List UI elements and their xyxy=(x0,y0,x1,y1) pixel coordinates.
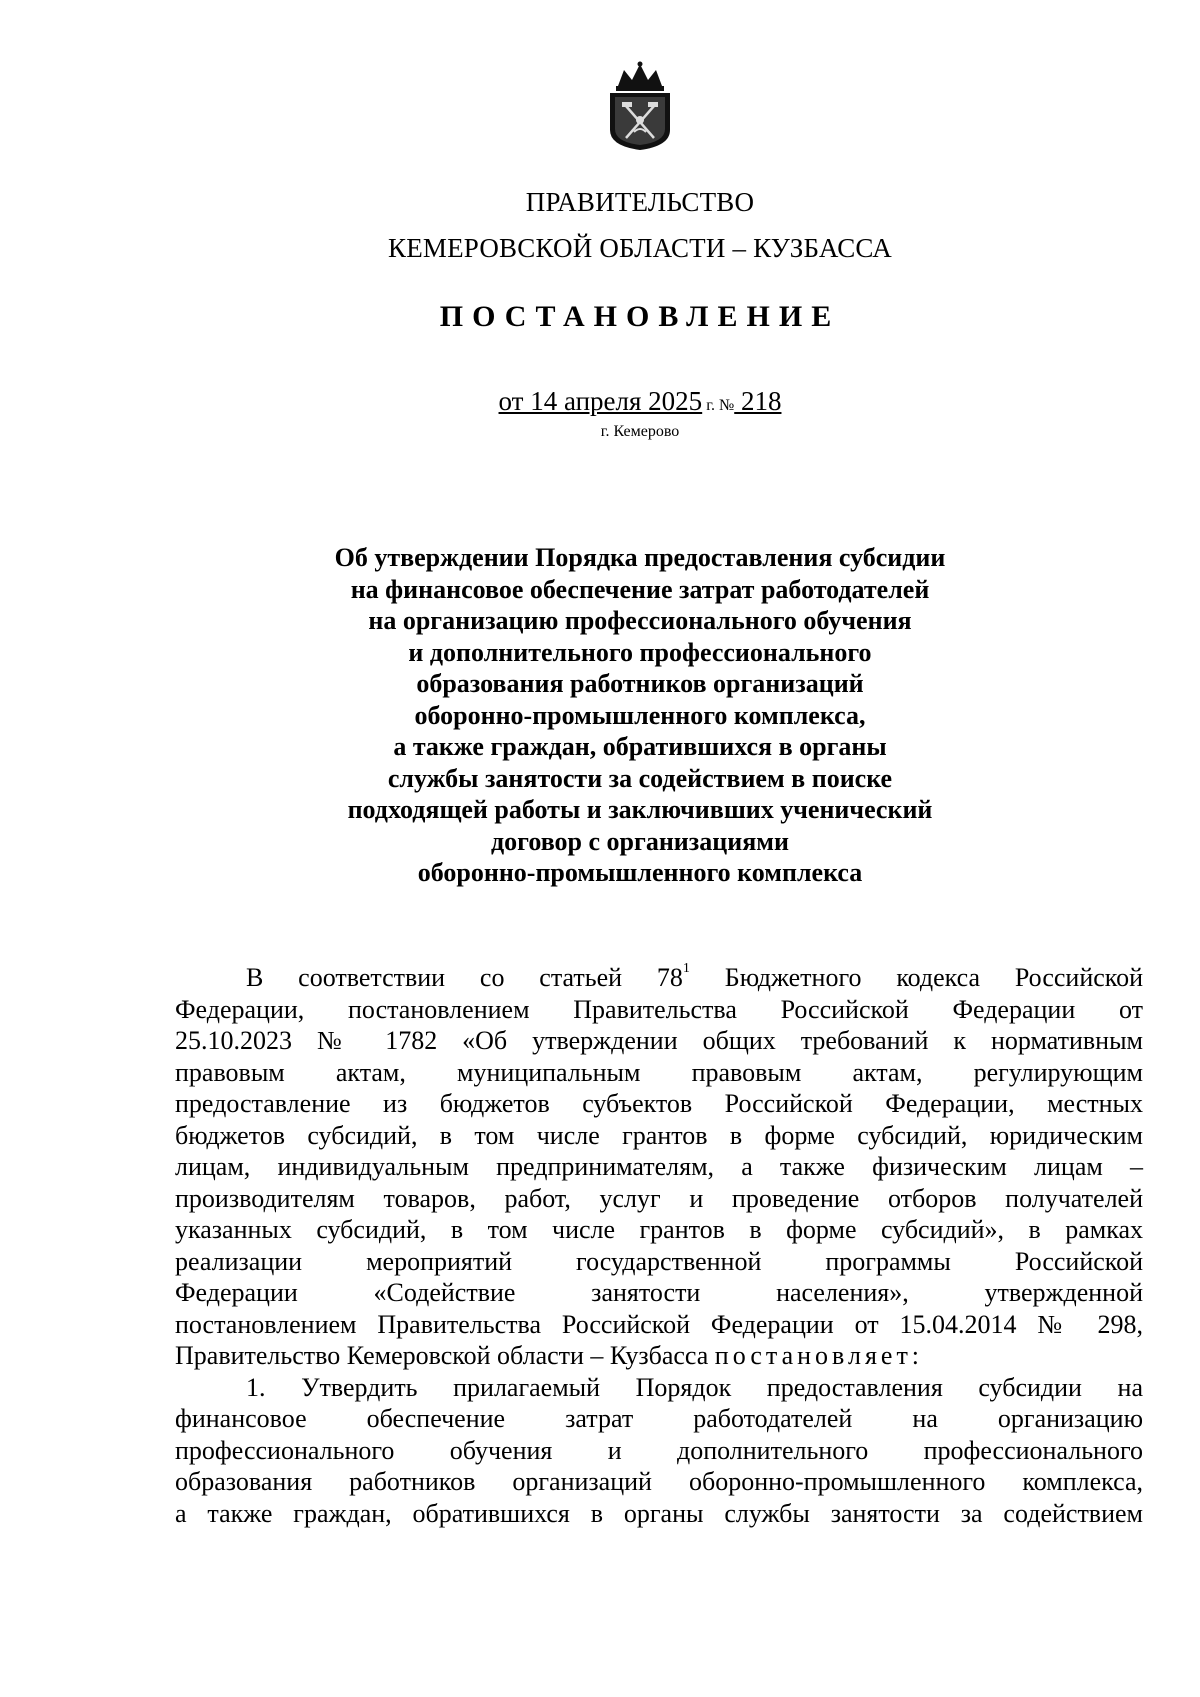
body-text: Бюджетного кодекса Российской xyxy=(689,963,1144,992)
title-line: а также граждан, обратившихся в органы xyxy=(393,732,887,761)
title-line: службы занятости за содействием в поиске xyxy=(387,763,893,793)
title-line: подходящей работы и заключивших ученический xyxy=(347,795,933,824)
body-line: 1. Утвердить прилагаемый Порядок предоставления субсидии на xyxy=(246,1372,1143,1402)
body-line: Федерации, постановлением Правительства Российской Федерации от xyxy=(175,994,1143,1024)
government-name-line2: КЕМЕРОВСКОЙ ОБЛАСТИ – КУЗБАССА xyxy=(388,233,892,263)
document-type-heading: ПОСТАНОВЛЕНИЕ xyxy=(439,300,841,333)
title-line: оборонно-промышленного комплекса xyxy=(417,858,863,887)
body-text: В соответствии со статьей 78 xyxy=(246,963,683,992)
body-line: профессионального обучения и дополнительного профессионального xyxy=(175,1435,1143,1465)
title-line: договор с организациями xyxy=(491,826,789,856)
document-body xyxy=(175,962,1143,1529)
document-date: от 14 апреля 2025 xyxy=(498,386,703,416)
title-line: на финансовое обеспечение затрат работодателей xyxy=(350,574,930,604)
city-name: г. Кемерово xyxy=(600,423,680,440)
body-line: производителям товаров, работ, услуг и проведение отборов получателей xyxy=(175,1183,1143,1213)
number-sign: № xyxy=(718,397,735,414)
title-line: образования работников организаций xyxy=(416,669,864,698)
decree-verb: постановляет: xyxy=(714,1341,924,1370)
year-suffix: г. xyxy=(702,397,719,414)
government-name-line1: ПРАВИТЕЛЬСТВО xyxy=(525,187,755,217)
document-title xyxy=(280,542,1000,889)
title-line: и дополнительного профессионального xyxy=(408,637,872,667)
body-line: предоставление из бюджетов субъектов Российской Федерации, местных xyxy=(175,1089,1143,1118)
body-line: Федерации «Содействие занятости населения», утвержденной xyxy=(175,1278,1143,1307)
date-number-line xyxy=(0,386,1200,417)
title-line: оборонно-промышленного комплекса, xyxy=(414,700,866,730)
title-line: на организацию профессионального обучения xyxy=(368,606,912,635)
body-line: лицам, индивидуальным предпринимателям, а также физическим лицам – xyxy=(175,1152,1143,1181)
body-line xyxy=(175,962,1143,994)
title-line: Об утверждении Порядка предоставления субсидии xyxy=(334,543,946,572)
article-superscript: 1 xyxy=(682,961,690,977)
body-line: бюджетов субсидий, в том числе грантов в форме субсидий, юридическим xyxy=(175,1120,1143,1150)
body-line: правовым актам, муниципальным правовым актам, регулирующим xyxy=(175,1057,1143,1087)
body-line: реализации мероприятий государственной программы Российской xyxy=(175,1246,1143,1276)
kuzbass-coat-of-arms-icon xyxy=(604,60,676,152)
body-text: Правительство Кемеровской области – Кузбасса xyxy=(175,1341,715,1370)
document-number: 218 xyxy=(734,386,782,416)
body-line: 25.10.2023 № 1782 «Об утверждении общих требований к нормативным xyxy=(175,1026,1143,1055)
body-line: финансовое обеспечение затрат работодателей на организацию xyxy=(175,1404,1143,1433)
emblem-graphic xyxy=(604,60,676,152)
body-line: указанных субсидий, в том числе грантов в форме субсидий», в рамках xyxy=(175,1215,1143,1244)
body-line: образования работников организаций оборонно-промышленного комплекса, xyxy=(175,1467,1143,1496)
body-line xyxy=(175,1340,1143,1372)
body-line: а также граждан, обратившихся в органы службы занятости за содействием xyxy=(175,1498,1143,1528)
body-line: постановлением Правительства Российской Федерации от 15.04.2014 № 298, xyxy=(175,1309,1143,1339)
